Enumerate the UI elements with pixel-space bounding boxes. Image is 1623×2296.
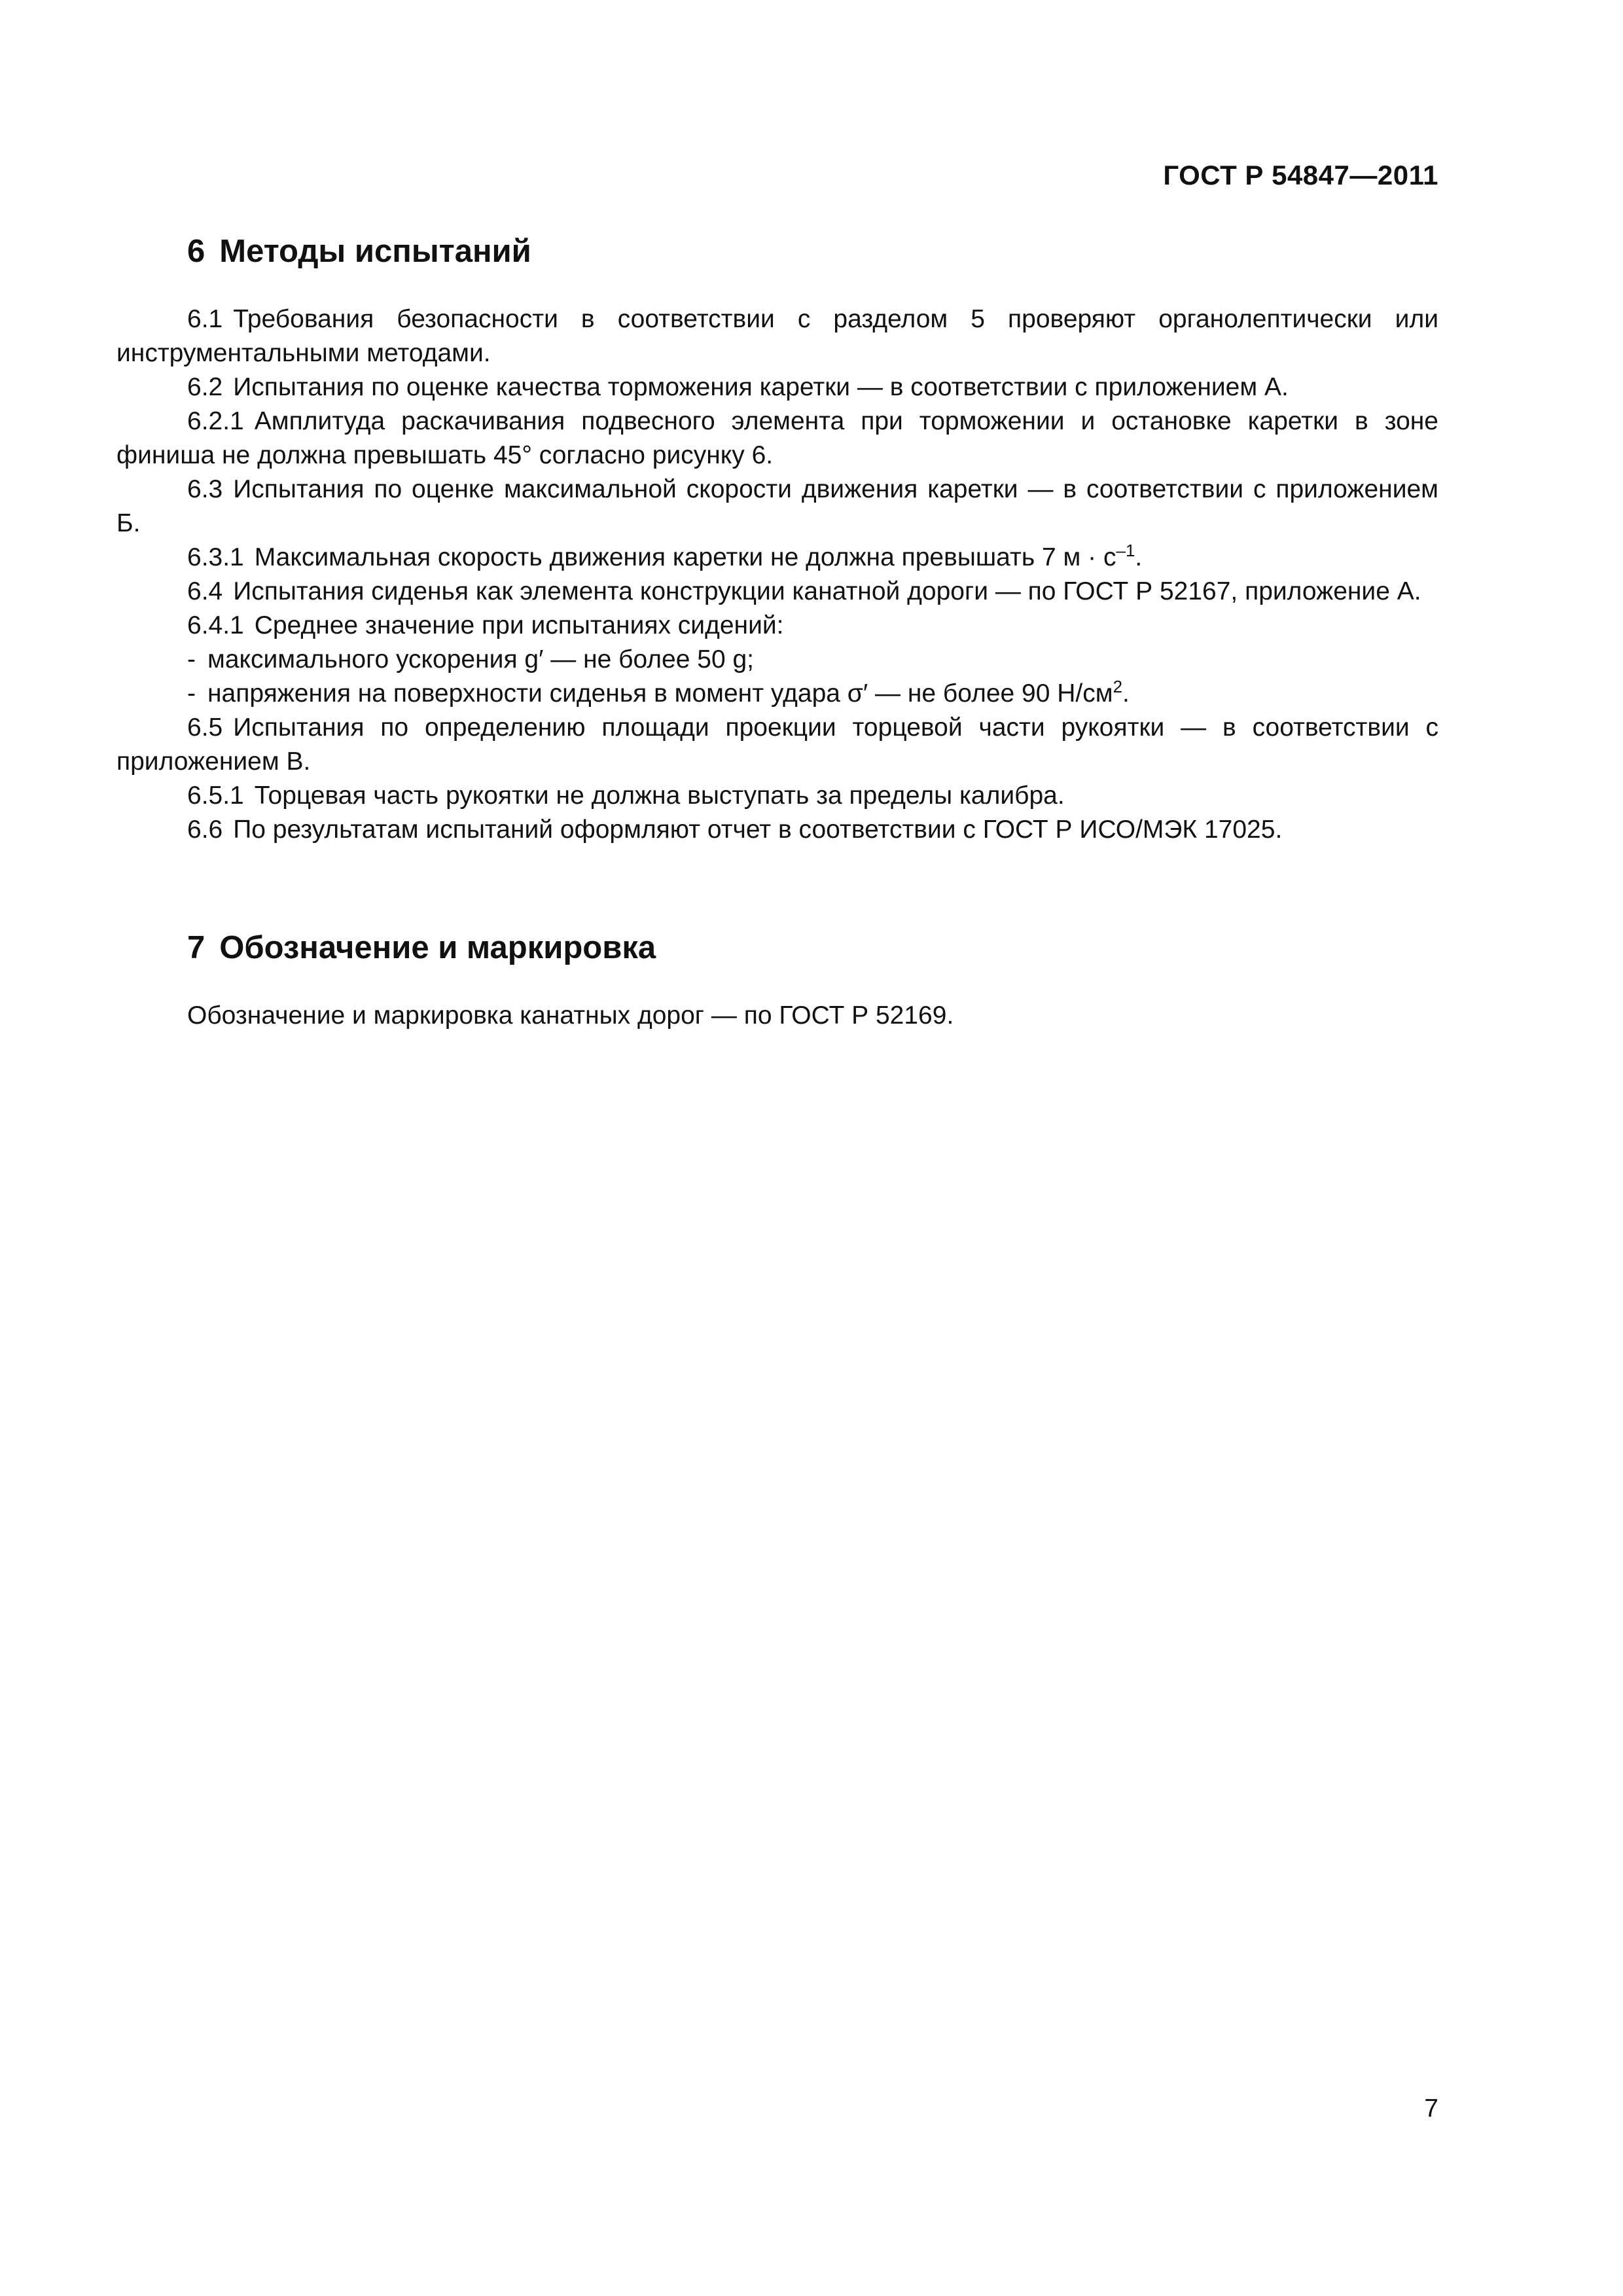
paragraph-6-6: [116, 813, 1438, 847]
paragraph-tail: .: [1135, 543, 1143, 571]
paragraph-text: Испытания сиденья как элемента конструкции канатной дороги — по ГОСТ Р 52167, приложение А.: [233, 577, 1421, 605]
paragraph-number: 6.4: [187, 577, 223, 605]
paragraph-text: Испытания по оценке качества торможения каретки — в соответствии с приложением А.: [233, 373, 1289, 401]
section-6-heading: [187, 233, 531, 270]
paragraph-6-5: [116, 711, 1438, 779]
section-title: Обозначение и маркировка: [219, 930, 656, 965]
paragraph-number: 6.5.1: [187, 781, 244, 810]
paragraph-text: Испытания по оценке максимальной скорости движения каретки — в соответствии с приложением Б.: [116, 475, 1438, 537]
paragraph-6-5-1: [116, 779, 1438, 813]
paragraph-7: Обозначение и маркировка канатных дорог — по ГОСТ Р 52169.: [187, 1001, 954, 1030]
paragraph-text: Торцевая часть рукоятки не должна выступать за пределы калибра.: [254, 781, 1065, 810]
paragraph-number: 6.5: [187, 713, 223, 742]
list-dash: -: [187, 679, 196, 708]
paragraph-number: 6.4.1: [187, 611, 244, 639]
paragraph-number: 6.3: [187, 475, 223, 503]
list-item: [116, 677, 1438, 711]
paragraph-text: Испытания по определению площади проекции торцевой части рукоятки — в соответствии с приложением В.: [116, 713, 1438, 776]
paragraph-text: Требования безопасности в соответствии с разделом 5 проверяют органолептически или инструментальными методами.: [116, 305, 1438, 367]
section-number: 7: [187, 930, 205, 965]
section-number: 6: [187, 234, 205, 269]
section-title: Методы испытаний: [219, 234, 531, 269]
list-item-text: напряжения на поверхности сиденья в момент удара σ′ — не более 90 Н/см: [207, 679, 1113, 708]
paragraph-text: Максимальная скорость движения каретки не должна превышать 7 м · с: [254, 543, 1116, 571]
paragraph-6-3: [116, 473, 1438, 541]
list-item-text: максимального ускорения g′ — не более 50 g;: [207, 645, 755, 673]
paragraph-text: Амплитуда раскачивания подвесного элемента при торможении и остановке каретки в зоне финиша не должна превышать 45° согласно рисунку 6.: [116, 407, 1438, 469]
superscript: –1: [1116, 541, 1135, 560]
list-item-tail: .: [1122, 679, 1130, 708]
paragraph-6-4-1: [116, 609, 1438, 643]
paragraph-6-4: [116, 575, 1438, 609]
paragraph-6-2-1: [116, 404, 1438, 473]
section-7-body: [116, 999, 1438, 1033]
paragraph-text: Среднее значение при испытаниях сидений:: [254, 611, 784, 639]
paragraph-6-3-1: [116, 541, 1438, 575]
section-7-heading: [187, 929, 656, 966]
paragraph-6-2: [116, 370, 1438, 404]
paragraph-number: 6.3.1: [187, 543, 244, 571]
document-code: ГОСТ Р 54847—2011: [1163, 160, 1438, 190]
paragraph-number: 6.6: [187, 816, 223, 844]
list-dash: -: [187, 645, 196, 673]
paragraph-number: 6.2: [187, 373, 223, 401]
page-number: 7: [1424, 2094, 1438, 2123]
paragraph-text: По результатам испытаний оформляют отчет в соответствии с ГОСТ Р ИСО/МЭК 17025.: [233, 816, 1283, 844]
paragraph-number: 6.2.1: [187, 407, 244, 435]
paragraph-6-1: [116, 302, 1438, 370]
superscript: 2: [1113, 677, 1123, 696]
paragraph-number: 6.1: [187, 305, 223, 333]
list-item: [116, 643, 1438, 677]
section-6-body: [116, 302, 1438, 847]
